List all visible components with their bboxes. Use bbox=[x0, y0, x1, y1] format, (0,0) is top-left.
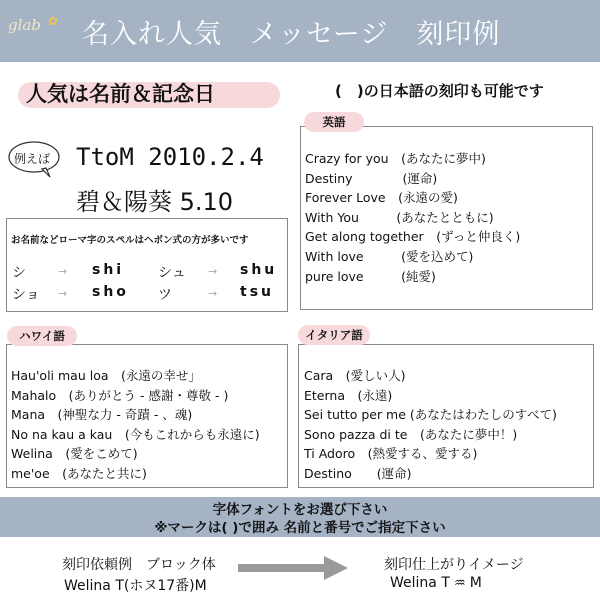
hawaiian-list bbox=[11, 366, 260, 484]
hawaiian-tag: ハワイ語 bbox=[7, 326, 77, 346]
romaji-kana: シュ bbox=[158, 265, 186, 281]
finished-image-value bbox=[390, 575, 482, 591]
italian-tag: イタリア語 bbox=[298, 325, 370, 345]
romaji-spelling: shi bbox=[92, 262, 125, 278]
list-item: Ti Adoro (熱愛する、愛する) bbox=[304, 446, 478, 462]
arrow-right-icon: → bbox=[208, 265, 218, 278]
list-item: Welina (愛をこめて) bbox=[11, 446, 138, 462]
italian-list bbox=[304, 366, 557, 484]
arrow-right-icon: → bbox=[58, 265, 68, 278]
list-item: pure love (純愛) bbox=[305, 268, 436, 284]
order-example-label: 刻印依頼例 ブロック体 bbox=[62, 557, 216, 573]
list-item: Sei tutto per me (あなたはわたしのすべて) bbox=[304, 407, 557, 423]
list-item: Destiny (運命) bbox=[305, 170, 438, 186]
finished-text-start: Welina T bbox=[390, 575, 450, 591]
example-engraving-1: TtoM 2010.2.4 bbox=[76, 143, 264, 171]
list-item: Sono pazza di te (あなたに夢中！) bbox=[304, 426, 518, 442]
arrow-right-icon: → bbox=[208, 287, 218, 300]
brand-logo: glab bbox=[8, 16, 41, 34]
list-item: me'oe (あなたと共に) bbox=[11, 465, 147, 481]
romaji-note: お名前などローマ字のスペルはヘボン式の方が多いです bbox=[11, 235, 249, 246]
list-item: With love (愛を込めて) bbox=[305, 248, 474, 264]
romaji-kana: ツ bbox=[158, 287, 172, 303]
english-list bbox=[305, 149, 520, 286]
order-example-value: Welina T(ホヌ17番)M bbox=[64, 578, 207, 594]
romaji-spelling: shu bbox=[240, 262, 278, 278]
list-item: Cara (愛しい人) bbox=[304, 368, 406, 383]
english-tag: 英語 bbox=[304, 112, 364, 132]
list-item: Eterna (永遠) bbox=[304, 387, 393, 403]
list-item: Get along together (ずっと仲良く) bbox=[305, 229, 521, 245]
list-item: Hau'oli mau loa (永遠の幸せ」 bbox=[11, 368, 201, 383]
arrow-right-icon: → bbox=[58, 287, 68, 300]
list-item: Mahalo (ありがとう - 感謝・尊敬 - ) bbox=[11, 387, 229, 403]
romaji-spelling: sho bbox=[92, 284, 129, 300]
honu-mark-icon: ♒ bbox=[449, 576, 470, 591]
mark-instruction-note: ※マークは( )で囲み 名前と番号でご指定下さい bbox=[154, 520, 446, 536]
list-item: No na kau a kau (今もこれからも永遠に) bbox=[11, 426, 260, 442]
romaji-spelling: tsu bbox=[240, 284, 274, 300]
example-label: 例えば bbox=[14, 152, 51, 166]
finished-image-label: 刻印仕上がりイメージ bbox=[384, 557, 524, 573]
popular-headline: 人気は名前＆記念日 bbox=[26, 82, 215, 106]
example-engraving-2: 碧＆陽葵 5.10 bbox=[76, 188, 234, 216]
list-item: With You (あなたとともに) bbox=[305, 209, 494, 225]
finished-text-end: M bbox=[469, 575, 482, 591]
flower-icon: ✿ bbox=[48, 14, 59, 28]
list-item: Destino (運命) bbox=[304, 465, 412, 481]
font-selection-note: 字体フォントをお選び下さい bbox=[212, 502, 388, 518]
page-title: 名入れ人気 メッセージ 刻印例 bbox=[82, 19, 501, 50]
list-item: Crazy for you (あなたに夢中) bbox=[305, 151, 486, 166]
romaji-kana: ショ bbox=[12, 287, 40, 303]
japanese-engraving-note: ( )の日本語の刻印も可能です bbox=[335, 82, 544, 100]
arrow-right-icon bbox=[238, 556, 348, 580]
list-item: Mana (神聖な力 - 奇蹟 - 、魂) bbox=[11, 407, 193, 423]
list-item: Forever Love (永遠の愛) bbox=[305, 190, 458, 206]
romaji-kana: シ bbox=[12, 265, 26, 281]
